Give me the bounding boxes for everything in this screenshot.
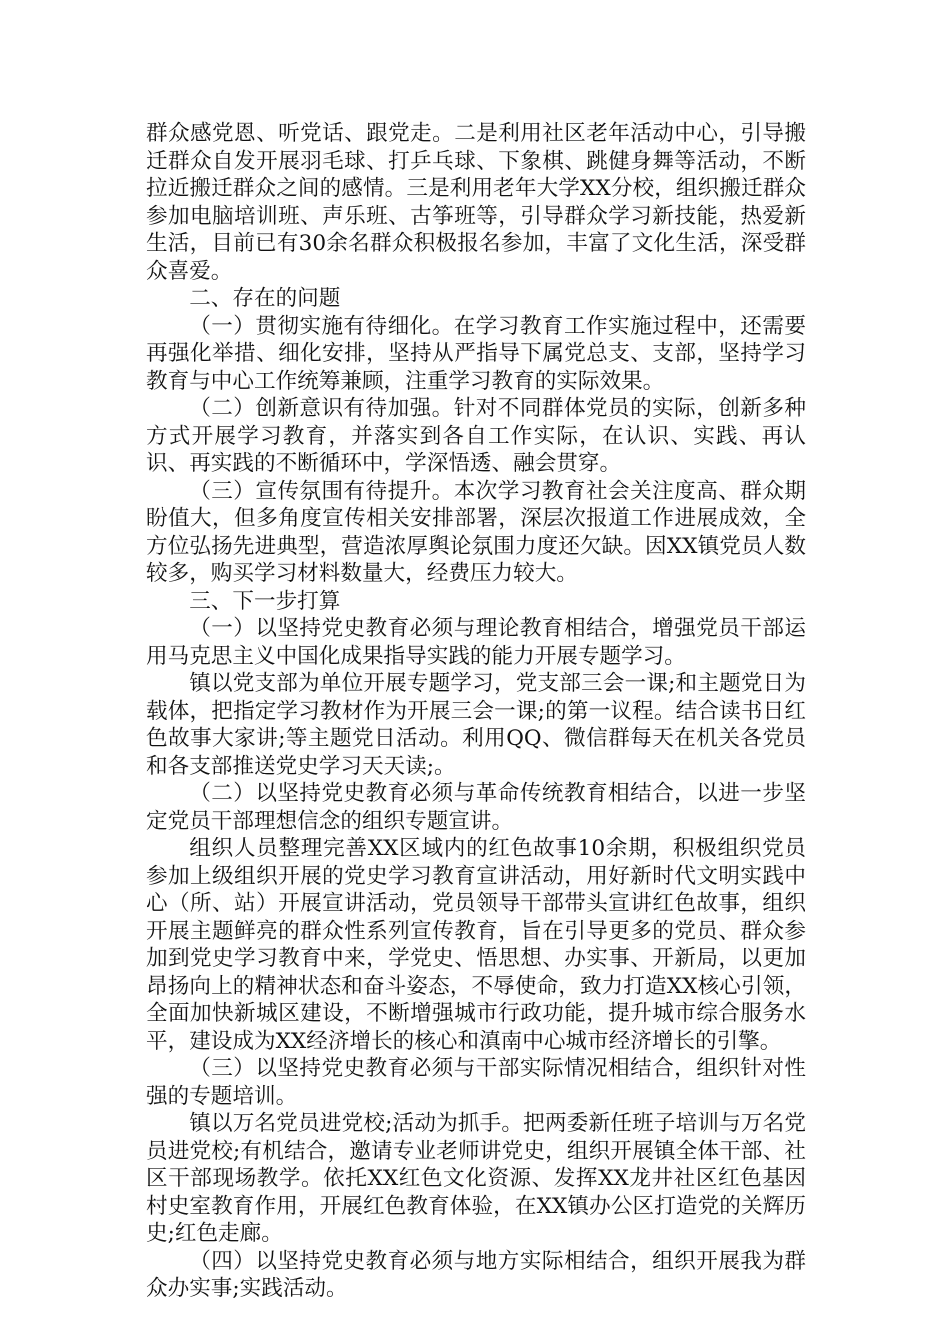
- paragraph-plan-3-body: 镇以万名党员进党校;活动为抓手。把两委新任班子培训与万名党员进党校;有机结合，邀请专业老师讲党史，组织开展镇全体干部、社区干部现场教学。依托XX红色文化资源、发挥XX龙井社区红色基因村史室教育作用，开展红色教育体验，在XX镇办公区打造党的关辉历史;红色走廊。: [146, 1111, 806, 1246]
- paragraph-plan-1-title: （一）以坚持党史教育必须与理论教育相结合，增强党员干部运用马克思主义中国化成果指导实践的能力开展专题学习。: [146, 616, 806, 669]
- paragraph-plan-3-title: （三）以坚持党史教育必须与干部实际情况相结合，组织针对性强的专题培训。: [146, 1056, 806, 1109]
- section-heading-problems: 二、存在的问题: [189, 286, 341, 311]
- document-body: [146, 120, 806, 1303]
- section-heading-next-steps: 三、下一步打算: [189, 588, 341, 614]
- paragraph-problem-2: （二）创新意识有待加强。针对不同群体党员的实际，创新多种方式开展学习教育，并落实到各自工作实际，在认识、实践、再认识、再实践的不断循环中，学深悟透、融会贯穿。: [146, 396, 806, 476]
- paragraph-problem-3: （三）宣传氛围有待提升。本次学习教育社会关注度高、群众期盼值大，但多角度宣传相关安排部署，深层次报道工作进展成效，全方位弘扬先进典型，营造浓厚舆论氛围力度还欠缺。因XX镇党员人数较多，购买学习材料数量大，经费压力较大。: [146, 478, 806, 586]
- paragraph-plan-4-title: （四）以坚持党史教育必须与地方实际相结合，组织开展我为群众办实事;实践活动。: [146, 1248, 806, 1301]
- paragraph-plan-2-title: （二）以坚持党史教育必须与革命传统教育相结合，以进一步坚定党员干部理想信念的组织专题宣讲。: [146, 781, 806, 834]
- paragraph-plan-1-body: 镇以党支部为单位开展专题学习，党支部三会一课;和主题党日为载体，把指定学习教材作为开展三会一课;的第一议程。结合读书日红色故事大家讲;等主题党日活动。利用QQ、微信群每天在机关各党员和各支部推送党史学习天天读;。: [146, 671, 806, 779]
- paragraph-continuation: 群众感党恩、听党话、跟党走。二是利用社区老年活动中心，引导搬迁群众自发开展羽毛球、打乒乓球、下象棋、跳健身舞等活动，不断拉近搬迁群众之间的感情。三是利用老年大学XX分校，组织搬迁群众参加电脑培训班、声乐班、古筝班等，引导群众学习新技能，热爱新生活，目前已有30余名群众积极报名参加，丰富了文化生活，深受群众喜爱。: [146, 121, 806, 284]
- paragraph-problem-1: （一）贯彻实施有待细化。在学习教育工作实施过程中，还需要再强化举措、细化安排，坚持从严指导下属党总支、支部，坚持学习教育与中心工作统筹兼顾，注重学习教育的实际效果。: [146, 313, 806, 394]
- paragraph-plan-2-body: 组织人员整理完善XX区域内的红色故事10余期，积极组织党员参加上级组织开展的党史学习教育宣讲活动，用好新时代文明实践中心（所、站）开展宣讲活动，党员领导干部带头宣讲红色故事，组织开展主题鲜亮的群众性系列宣传教育，旨在引导更多的党员、群众参加到党史学习教育中来，学党史、悟思想、办实事、开新局，以更加昂扬向上的精神状态和奋斗姿态，不辱使命，致力打造XX核心引领，全面加快新城区建设，不断增强城市行政功能，提升城市综合服务水平，建设成为XX经济增长的核心和滇南中心城市经济增长的引擎。: [146, 836, 806, 1054]
